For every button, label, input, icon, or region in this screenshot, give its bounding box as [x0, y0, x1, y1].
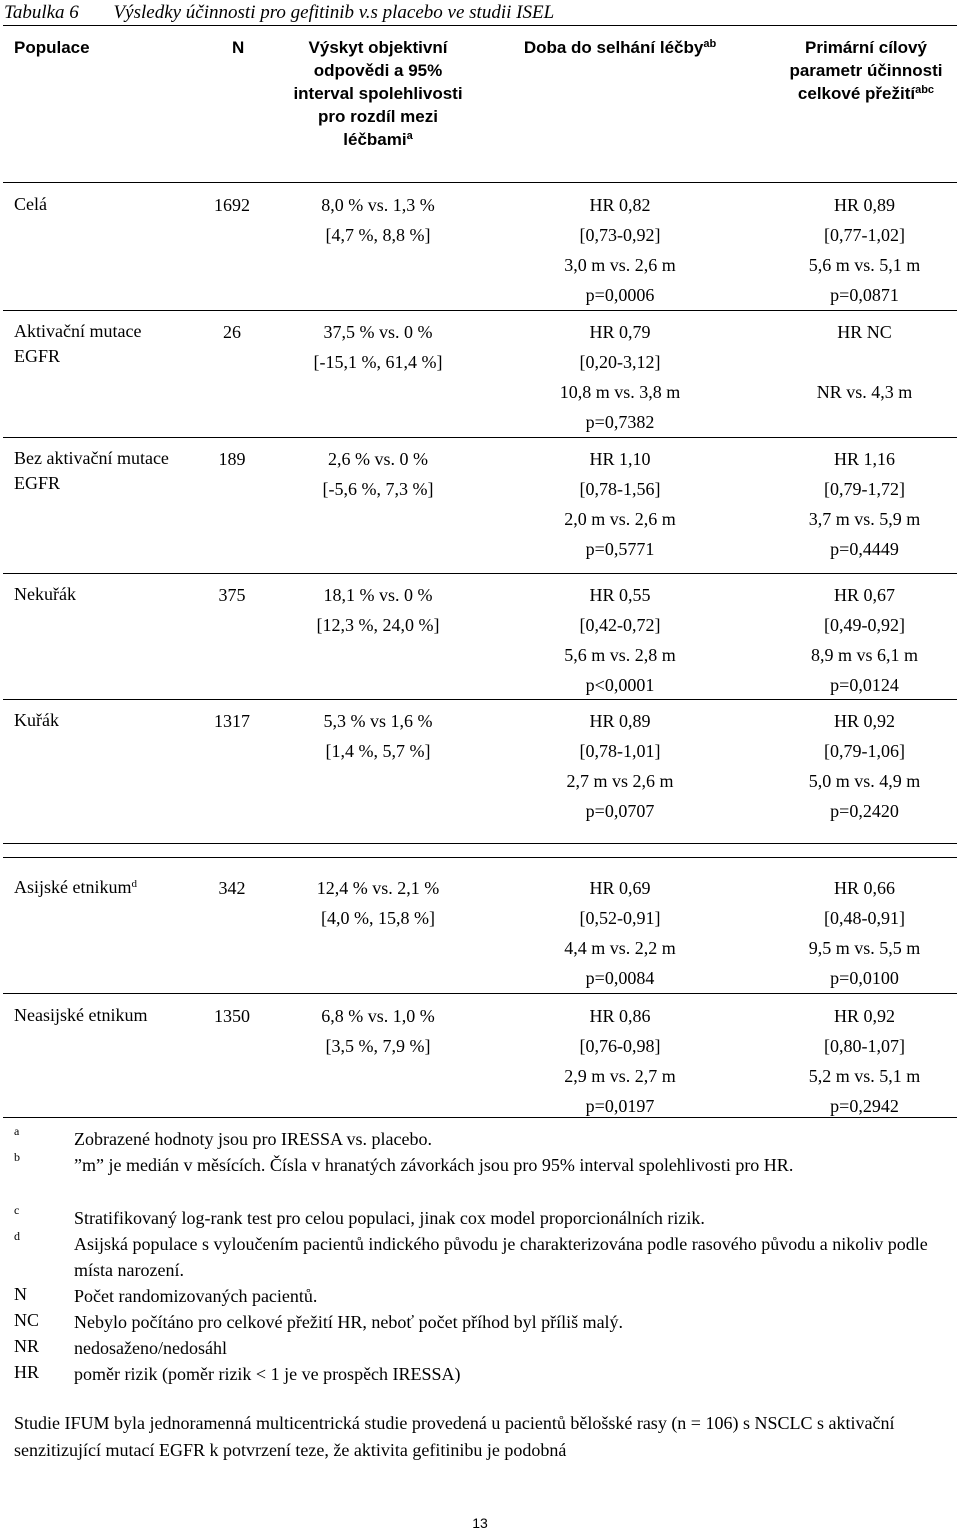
- os-cell: [0,77-1,02]: [824, 225, 905, 245]
- os-cell: HR 0,92: [833, 711, 895, 731]
- ttf-cell: HR 0,69: [589, 878, 651, 898]
- footnote-key: HR: [14, 1362, 40, 1382]
- header-population: Populace: [14, 38, 90, 57]
- n-cell: 26: [223, 322, 241, 342]
- ttf-cell: p=0,0707: [585, 801, 655, 821]
- population-cell: [14, 319, 174, 369]
- ttf-cell: 3,0 m vs. 2,6 m: [564, 255, 676, 275]
- table-top-rule: [3, 25, 957, 26]
- os-cell: [0,48-0,91]: [824, 908, 905, 928]
- population-cell: [14, 582, 214, 607]
- footnote-text: Stratifikovaný log-rank test pro celou populaci, jinak cox model proporcionálních rizik.: [74, 1208, 705, 1228]
- ttf-cell: HR 0,89: [589, 711, 651, 731]
- header-ttf-text: Doba do selhání léčby: [523, 38, 704, 57]
- os-cell: [0,49-0,92]: [824, 615, 905, 635]
- response-cell: 12,4 % vs. 2,1 %: [316, 878, 440, 898]
- ttf-cell: 10,8 m vs. 3,8 m: [559, 382, 681, 402]
- os-cell: HR 1,16: [833, 449, 895, 469]
- response-cell: 37,5 % vs. 0 %: [323, 322, 433, 342]
- os-cell: HR 0,89: [833, 195, 895, 215]
- header-n: N: [232, 38, 245, 57]
- ttf-cell: 5,6 m vs. 2,8 m: [564, 645, 676, 665]
- response-cell: [12,3 %, 24,0 %]: [316, 615, 440, 635]
- footnote-key: b: [14, 1150, 20, 1164]
- ttf-cell: p=0,0006: [585, 285, 655, 305]
- response-cell: 6,8 % vs. 1,0 %: [321, 1006, 435, 1026]
- population-text: Asijské etnikum: [14, 877, 132, 897]
- row-separator-rule: [3, 310, 957, 311]
- ttf-cell: p=0,5771: [585, 539, 655, 559]
- header-os: [775, 36, 957, 105]
- caption-label: Tabulka 6: [4, 2, 79, 23]
- os-cell: p=0,0100: [830, 968, 899, 988]
- header-ttf-sup: ab: [703, 38, 717, 50]
- population-cell: [14, 1003, 214, 1028]
- population-cell: [14, 446, 174, 496]
- table-caption: [4, 2, 554, 24]
- os-cell: p=0,2942: [830, 1096, 899, 1116]
- footnote-text: ”m” je medián v měsících. Čísla v hranatých závorkách jsou pro 95% interval spolehlivosti pro HR.: [74, 1155, 794, 1175]
- footnote-text: Zobrazené hodnoty jsou pro IRESSA vs. placebo.: [74, 1129, 432, 1149]
- response-cell: [-5,6 %, 7,3 %]: [322, 479, 434, 499]
- os-cell: p=0,4449: [830, 539, 899, 559]
- response-cell: [1,4 %, 5,7 %]: [325, 741, 431, 761]
- response-cell: 2,6 % vs. 0 %: [328, 449, 428, 469]
- os-cell: HR 0,92: [833, 1006, 895, 1026]
- os-cell: 9,5 m vs. 5,5 m: [808, 938, 921, 958]
- ttf-cell: [0,78-1,56]: [579, 479, 661, 499]
- population-text: Aktivační mutace EGFR: [14, 321, 142, 366]
- ttf-cell: p<0,0001: [585, 675, 655, 695]
- ttf-cell: 2,7 m vs 2,6 m: [566, 771, 674, 791]
- ttf-cell: 4,4 m vs. 2,2 m: [564, 938, 676, 958]
- footnote-key: N: [14, 1284, 27, 1304]
- response-cell: [-15,1 %, 61,4 %]: [313, 352, 443, 372]
- caption-title: Výsledky účinnosti pro gefitinib v.s placebo ve studii ISEL: [113, 2, 555, 23]
- population-cell: [14, 192, 214, 217]
- os-cell: 8,9 m vs 6,1 m: [810, 645, 918, 665]
- ttf-cell: HR 1,10: [589, 449, 651, 469]
- ttf-cell: [0,73-0,92]: [579, 225, 661, 245]
- header-response: [290, 36, 466, 151]
- response-cell: 18,1 % vs. 0 %: [323, 585, 433, 605]
- response-cell: [4,0 %, 15,8 %]: [321, 908, 435, 928]
- header-os-sup: abc: [915, 84, 935, 96]
- ttf-cell: [0,42-0,72]: [579, 615, 661, 635]
- body-paragraph: Studie IFUM byla jednoramenná multicentrická studie provedená u pacientů bělošské rasy (n = 106) s NSCLC s aktivační senzitizující mutací EGFR k potvrzení teze, že aktivita gefitinibu je podobná: [14, 1413, 895, 1460]
- os-cell: [0,79-1,72]: [824, 479, 905, 499]
- footnote-text: Počet randomizovaných pacientů.: [74, 1286, 318, 1306]
- os-cell: 5,0 m vs. 4,9 m: [808, 771, 921, 791]
- os-cell: HR 0,67: [833, 585, 895, 605]
- population-text: Neasijské etnikum: [14, 1005, 148, 1025]
- section-separator-rule: [3, 843, 957, 844]
- population-text: Celá: [14, 194, 47, 214]
- n-cell: 189: [218, 449, 246, 469]
- header-ttf: [500, 36, 740, 59]
- os-cell: p=0,2420: [830, 801, 899, 821]
- os-cell: [0,80-1,07]: [824, 1036, 905, 1056]
- footnote-key: NC: [14, 1310, 40, 1330]
- response-cell: [3,5 %, 7,9 %]: [325, 1036, 431, 1056]
- ttf-cell: HR 0,82: [589, 195, 651, 215]
- footnote-key: d: [14, 1229, 20, 1243]
- ttf-cell: 2,0 m vs. 2,6 m: [564, 509, 676, 529]
- ttf-cell: HR 0,55: [589, 585, 651, 605]
- row-separator-rule: [3, 857, 957, 858]
- header-response-sup: a: [406, 130, 413, 142]
- os-cell: HR 0,66: [833, 878, 895, 898]
- population-text: Nekuřák: [14, 584, 76, 604]
- response-cell: [4,7 %, 8,8 %]: [325, 225, 431, 245]
- table-bottom-rule: [3, 1117, 957, 1118]
- ttf-cell: p=0,7382: [585, 412, 655, 432]
- ttf-cell: HR 0,79: [589, 322, 651, 342]
- header-response-text: Výskyt objektivní odpovědi a 95% interval spolehlivosti pro rozdíl mezi léčbami: [293, 38, 463, 149]
- os-cell: NR vs. 4,3 m: [816, 382, 913, 402]
- os-cell: p=0,0871: [830, 285, 899, 305]
- os-cell: HR NC: [837, 322, 892, 342]
- n-cell: 1350: [214, 1006, 250, 1026]
- footnote-text: poměr rizik (poměr rizik < 1 je ve prospěch IRESSA): [74, 1364, 461, 1384]
- ttf-cell: [0,52-0,91]: [579, 908, 661, 928]
- population-text: Kuřák: [14, 710, 59, 730]
- ttf-cell: [0,76-0,98]: [579, 1036, 661, 1056]
- footnote-text: Asijská populace s vyloučením pacientů indického původu je charakterizována podle rasového původu a nikoliv podle místa narození.: [74, 1234, 928, 1280]
- ttf-cell: 2,9 m vs. 2,7 m: [564, 1066, 676, 1086]
- row-separator-rule: [3, 437, 957, 438]
- os-cell: 3,7 m vs. 5,9 m: [808, 509, 921, 529]
- response-cell: 8,0 % vs. 1,3 %: [321, 195, 435, 215]
- ttf-cell: p=0,0197: [585, 1096, 655, 1116]
- ttf-cell: p=0,0084: [585, 968, 655, 988]
- header-bottom-rule: [3, 182, 957, 183]
- page-number: 13: [472, 1515, 488, 1531]
- os-cell: 5,2 m vs. 5,1 m: [808, 1066, 921, 1086]
- ttf-cell: HR 0,86: [589, 1006, 651, 1026]
- ttf-cell: [0,20-3,12]: [579, 352, 661, 372]
- os-cell: p=0,0124: [830, 675, 899, 695]
- population-cell: [14, 708, 214, 733]
- row-separator-rule: [3, 573, 957, 574]
- n-cell: 375: [218, 585, 246, 605]
- footnote-key: NR: [14, 1336, 40, 1356]
- response-cell: 5,3 % vs 1,6 %: [323, 711, 433, 731]
- ttf-cell: [0,78-1,01]: [579, 741, 661, 761]
- population-text: Bez aktivační mutace EGFR: [14, 448, 169, 493]
- footnote-key: a: [14, 1124, 20, 1138]
- population-sup: d: [131, 878, 137, 890]
- footnote-text: Nebylo počítáno pro celkové přežití HR, neboť počet příhod byl příliš malý.: [74, 1312, 624, 1332]
- footnote-key: c: [14, 1203, 20, 1217]
- n-cell: 1317: [214, 711, 250, 731]
- header-os-text: Primární cílový parametr účinnosti celkové přežití: [789, 38, 943, 103]
- os-cell: 5,6 m vs. 5,1 m: [808, 255, 921, 275]
- n-cell: 342: [218, 878, 246, 898]
- os-cell: [0,79-1,06]: [824, 741, 905, 761]
- footnote-text: nedosaženo/nedosáhl: [74, 1338, 227, 1358]
- row-separator-rule: [3, 993, 957, 994]
- population-cell: [14, 875, 214, 900]
- n-cell: 1692: [214, 195, 250, 215]
